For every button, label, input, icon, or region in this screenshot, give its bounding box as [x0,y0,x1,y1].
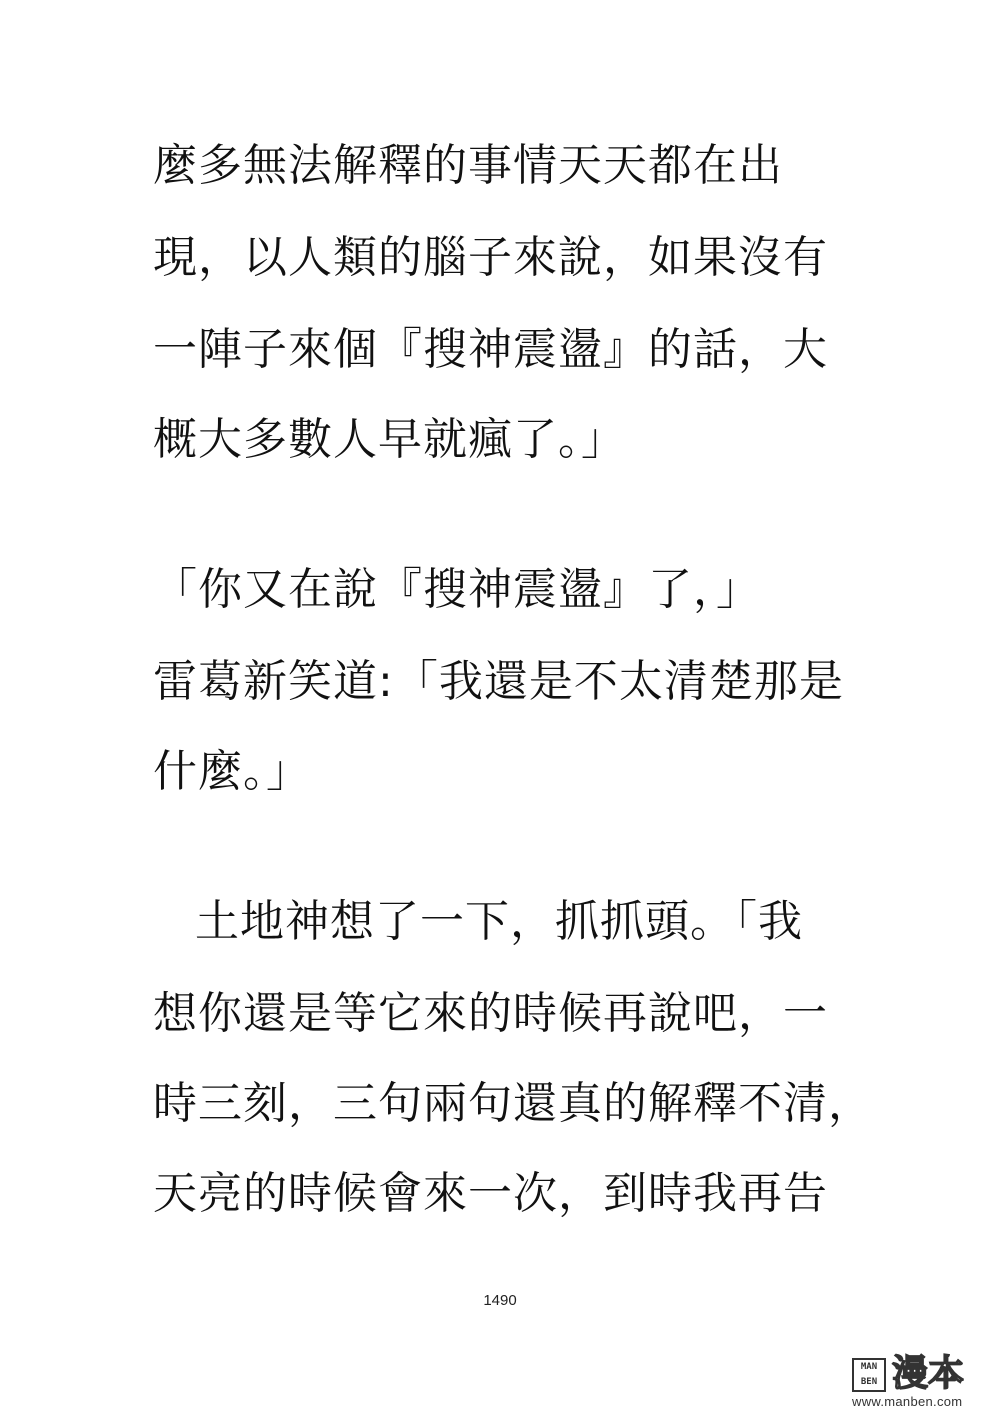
text-line-9: 想你還是等它來的時候再說吧，一 [153,988,828,1039]
watermark-logo-top: MAN [860,1362,878,1372]
watermark-url: www.manben.com [852,1394,963,1409]
watermark-logo-icon [852,1358,886,1392]
text-line-10: 時三刻，三句兩句還真的解釋不清， [153,1078,873,1129]
watermark [852,1353,992,1409]
text-line-2: 現，以人類的腦子來說，如果沒有 [153,232,828,283]
text-line-11: 天亮的時候會來一次，到時我再告 [153,1168,828,1219]
page-number: 1490 [483,1292,517,1309]
text-line-7: 什麼。」 [153,746,311,797]
text-line-6: 雷葛新笑道:「我還是不太清楚那是 [153,656,844,707]
text-line-1: 麼多無法解釋的事情天天都在出 [153,140,783,191]
text-line-4: 概大多數人早就瘋了。」 [153,414,626,465]
watermark-logo-bottom: BEN [860,1377,878,1387]
text-line-3: 一陣子來個『搜神震盪』的話，大 [153,324,828,375]
text-line-8: 土地神想了一下，抓抓頭。「我 [195,896,803,947]
text-line-5: 「你又在說『搜神震盪』了，」 [153,564,761,615]
watermark-brand: 漫本 [892,1353,965,1394]
